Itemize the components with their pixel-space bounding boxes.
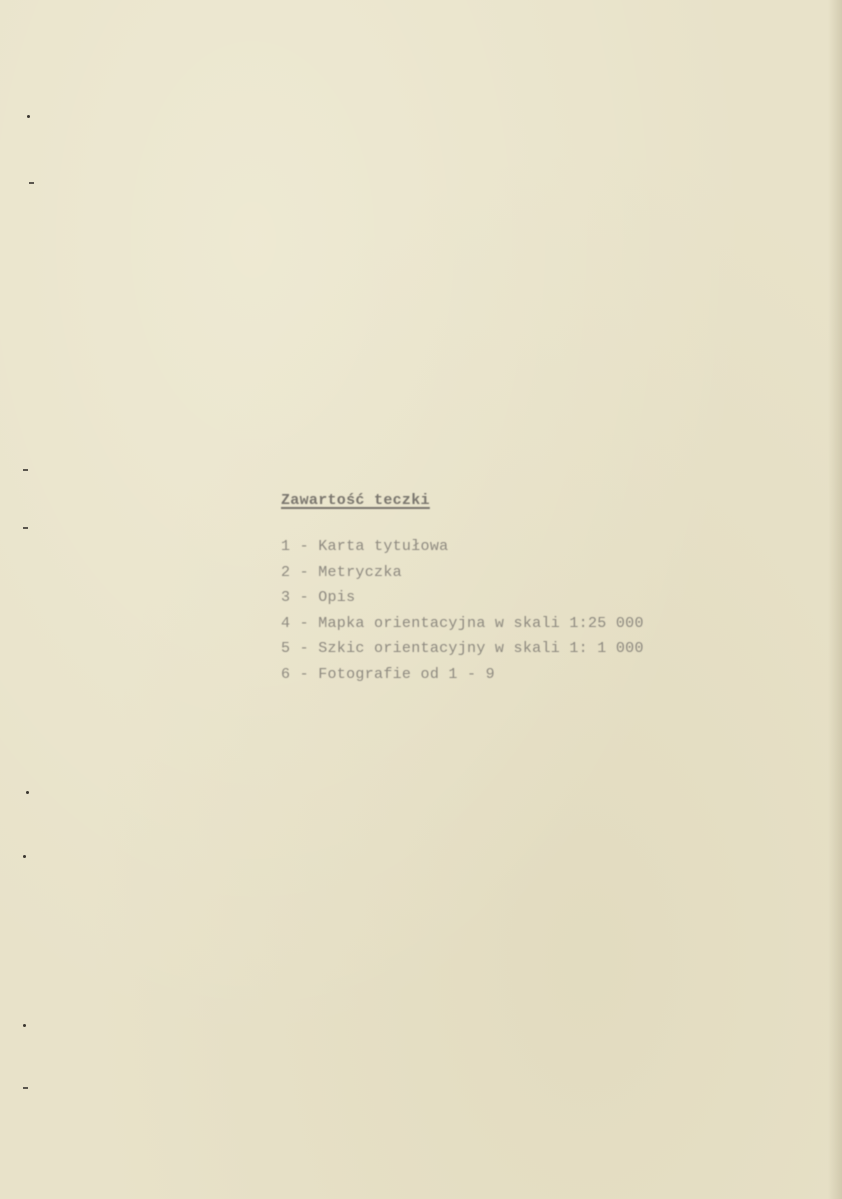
margin-mark (23, 1024, 26, 1027)
margin-mark (26, 791, 29, 794)
table-of-contents (281, 492, 701, 688)
margin-mark (27, 115, 30, 118)
contents-item: 1 - Karta tytułowa (281, 538, 449, 555)
contents-item: 2 - Metryczka (281, 563, 402, 581)
contents-item: 4 - Mapka orientacyjna w skali 1:25 000 (281, 614, 644, 632)
margin-mark (29, 182, 34, 184)
margin-mark (23, 469, 28, 471)
margin-mark (23, 855, 26, 858)
margin-mark (23, 1087, 28, 1089)
contents-item: 3 - Opis (281, 589, 356, 607)
contents-item: 6 - Fotografie od 1 - 9 (281, 665, 495, 683)
contents-heading: Zawartość teczki (281, 492, 430, 509)
page-edge-shadow (828, 0, 842, 1199)
margin-mark (23, 527, 28, 529)
contents-item: 5 - Szkic orientacyjny w skali 1: 1 000 (281, 640, 644, 658)
